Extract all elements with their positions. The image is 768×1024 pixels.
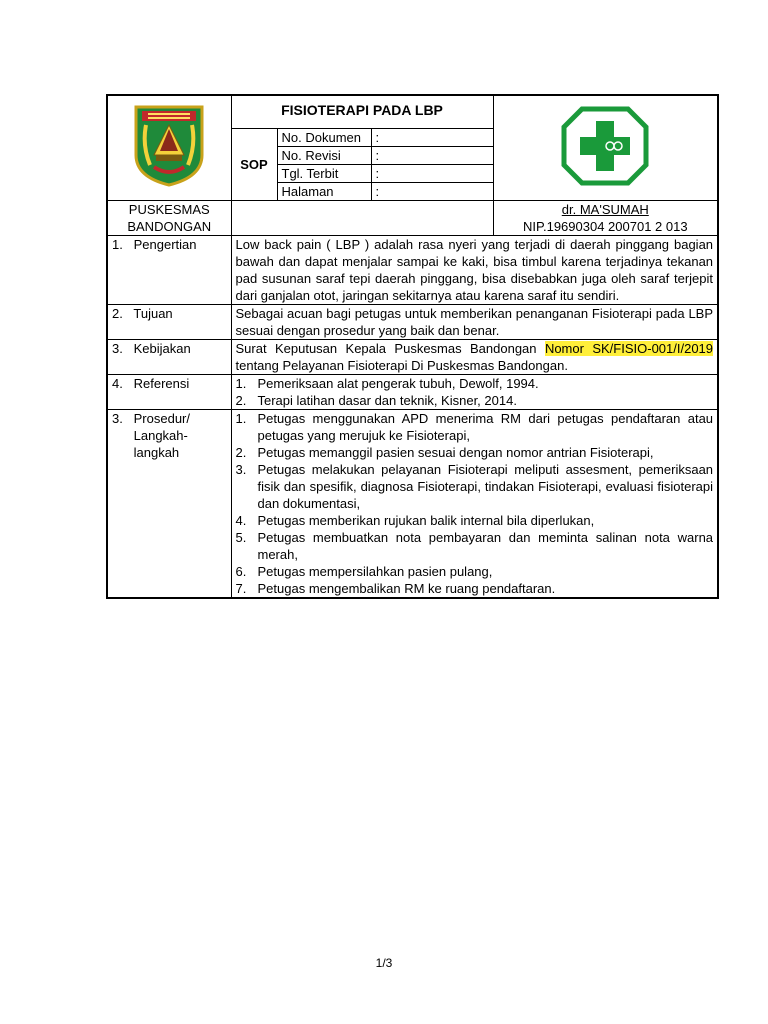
item-text: Petugas mempersilahkan pasien pulang, bbox=[257, 564, 493, 579]
row-kebijakan bbox=[107, 340, 718, 375]
org-name-line2: BANDONGAN bbox=[127, 219, 212, 234]
sop-table bbox=[106, 94, 719, 599]
section-title-line3: langkah bbox=[133, 445, 180, 460]
field-value-halaman: : bbox=[371, 183, 493, 201]
field-label-no-dokumen: No. Dokumen bbox=[277, 129, 371, 147]
section-label bbox=[107, 236, 231, 305]
section-body: Sebagai acuan bagi petugas untuk memberikan penanganan Fisioterapi pada LBP sesuai dengan prosedur yang baik dan benar. bbox=[231, 305, 718, 340]
item-number: 2. bbox=[235, 445, 247, 460]
list-item bbox=[236, 392, 714, 409]
field-label-halaman: Halaman bbox=[277, 183, 371, 201]
item-text: Petugas menggunakan APD menerima RM dari petugas pendaftaran atau petugas yang merujuk ke Fisioterapi, bbox=[257, 411, 714, 443]
list-item bbox=[236, 375, 714, 392]
page-indicator: 1/3 bbox=[375, 956, 393, 970]
item-number: 2. bbox=[235, 393, 247, 408]
row-prosedur bbox=[107, 410, 718, 599]
blank-cell bbox=[231, 201, 493, 236]
section-body bbox=[231, 340, 718, 375]
section-label bbox=[107, 375, 231, 410]
section-title: Pengertian bbox=[133, 237, 197, 252]
row-tujuan bbox=[107, 305, 718, 340]
section-title: Referensi bbox=[133, 376, 190, 391]
list-item bbox=[236, 444, 714, 461]
signer-nip: NIP.19690304 200701 2 013 bbox=[522, 219, 688, 234]
field-value-tgl-terbit: : bbox=[371, 165, 493, 183]
puskesmas-logo-icon bbox=[560, 105, 650, 187]
list-item bbox=[236, 563, 714, 580]
section-number: 3. bbox=[112, 411, 123, 426]
policy-decree-number: Nomor SK/FISIO-001/I/2019 bbox=[544, 341, 714, 356]
sop-label: SOP bbox=[231, 129, 277, 201]
policy-text-after: tentang Pelayanan Fisioterapi Di Puskesmas Bandongan. bbox=[235, 358, 568, 373]
org-name bbox=[107, 201, 231, 236]
field-label-no-revisi: No. Revisi bbox=[277, 147, 371, 165]
sop-document bbox=[106, 94, 717, 599]
field-value-no-dokumen: : bbox=[371, 129, 493, 147]
regency-crest-icon bbox=[134, 105, 204, 187]
row-referensi bbox=[107, 375, 718, 410]
section-label bbox=[107, 410, 231, 599]
list-item bbox=[236, 529, 714, 563]
row-pengertian bbox=[107, 236, 718, 305]
procedure-list bbox=[236, 410, 714, 597]
section-number: 2. bbox=[112, 306, 123, 321]
signer-name: dr. MA'SUMAH bbox=[561, 202, 649, 217]
item-number: 5. bbox=[235, 530, 247, 545]
list-item bbox=[236, 512, 714, 529]
field-value-no-revisi: : bbox=[371, 147, 493, 165]
list-item bbox=[236, 461, 714, 512]
item-text: Petugas mengembalikan RM ke ruang pendaftaran. bbox=[257, 581, 556, 596]
section-body bbox=[231, 375, 718, 410]
regional-logo-cell bbox=[107, 95, 231, 201]
section-title-line2: Langkah- bbox=[133, 428, 188, 443]
list-item bbox=[236, 410, 714, 444]
reference-list bbox=[236, 375, 714, 409]
item-number: 7. bbox=[235, 581, 247, 596]
section-number: 1. bbox=[112, 237, 123, 252]
section-title: Kebijakan bbox=[133, 341, 191, 356]
item-number: 1. bbox=[235, 411, 247, 426]
section-label bbox=[107, 340, 231, 375]
item-text: Petugas membuatkan nota pembayaran dan meminta salinan nota warna merah, bbox=[257, 530, 714, 562]
section-number: 3. bbox=[112, 341, 123, 356]
section-body bbox=[231, 410, 718, 599]
item-number: 1. bbox=[235, 376, 247, 391]
list-item bbox=[236, 580, 714, 597]
item-number: 3. bbox=[235, 462, 247, 477]
section-title: Tujuan bbox=[133, 306, 173, 321]
policy-text-before: Surat Keputusan Kepala Puskesmas Bandongan bbox=[235, 341, 537, 356]
health-logo-cell bbox=[493, 95, 718, 201]
item-text: Pemeriksaan alat pengerak tubuh, Dewolf, 1994. bbox=[257, 376, 539, 391]
field-label-tgl-terbit: Tgl. Terbit bbox=[277, 165, 371, 183]
item-number: 6. bbox=[235, 564, 247, 579]
section-number: 4. bbox=[112, 376, 123, 391]
signer-block bbox=[493, 201, 718, 236]
section-label bbox=[107, 305, 231, 340]
document-title: FISIOTERAPI PADA LBP bbox=[231, 95, 493, 129]
item-text: Petugas memberikan rujukan balik internal bila diperlukan, bbox=[257, 513, 595, 528]
item-number: 4. bbox=[235, 513, 247, 528]
section-body: Low back pain ( LBP ) adalah rasa nyeri yang terjadi di daerah pinggang bagian bawah dan dapat menjalar sampai ke kaki, bisa timbul karena terjadinya tekanan pad susunan saraf tepi daerah pinggang, bisa disebabkan juga oleh saraf terjepit dari ganjalan otot, jaringan sekitarnya atau karena saraf itu sendiri. bbox=[231, 236, 718, 305]
item-text: Petugas melakukan pelayanan Fisioterapi meliputi assesment, pemeriksaan fisik dan spesifik, diagnosa Fisioterapi, tindakan Fisioterapi, evaluasi fisioterapi dan dokumentasi, bbox=[257, 462, 714, 511]
section-title: Prosedur/ bbox=[133, 411, 190, 426]
item-text: Terapi latihan dasar dan teknik, Kisner, 2014. bbox=[257, 393, 517, 408]
org-name-line1: PUSKESMAS bbox=[128, 202, 210, 217]
item-text: Petugas memanggil pasien sesuai dengan nomor antrian Fisioterapi, bbox=[257, 445, 654, 460]
